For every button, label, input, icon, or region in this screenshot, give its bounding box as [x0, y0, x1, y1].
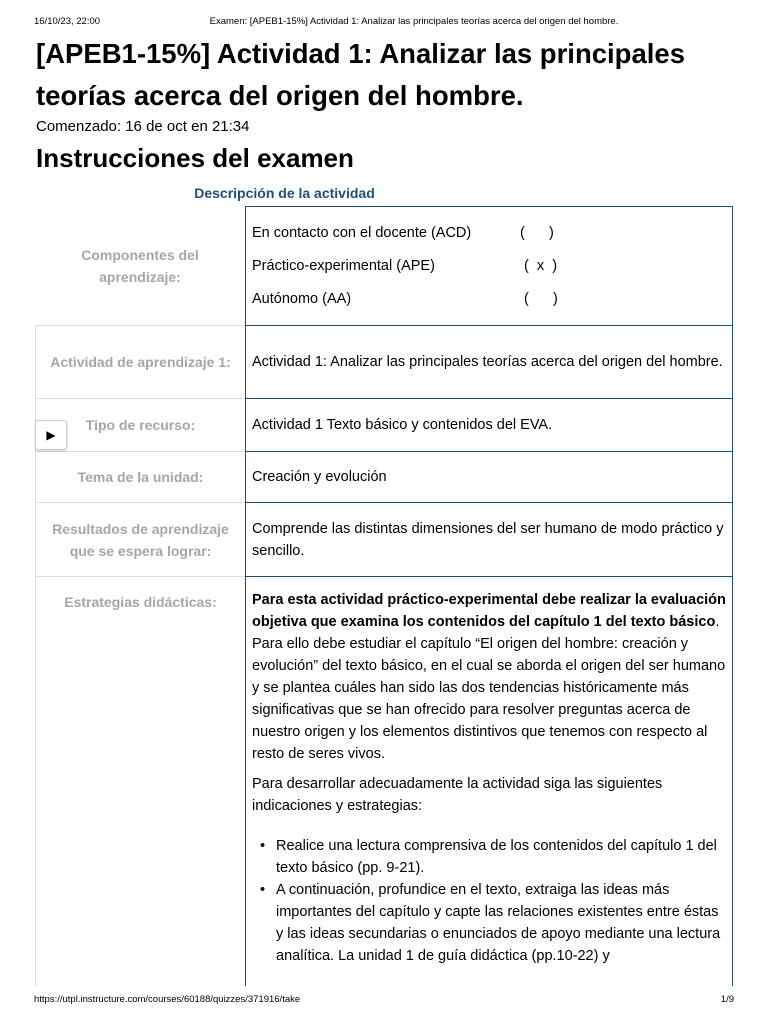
print-footer	[34, 994, 734, 1008]
print-url: https://utpl.instructure.com/courses/60188/quizzes/371916/take	[34, 994, 301, 1005]
table-row-resultados	[35, 502, 733, 576]
componente-mark: ( )	[524, 290, 558, 307]
componente-item	[252, 217, 726, 250]
resultados-value: Comprende las distintas dimensiones del ser humano de modo práctico y sencillo.	[245, 502, 733, 576]
estrategias-list	[252, 835, 726, 967]
componente-mark: ( )	[520, 224, 554, 241]
print-page-number: 1/9	[720, 994, 734, 1005]
componente-name: Práctico-experimental (APE)	[252, 257, 435, 274]
play-icon: ▶	[46, 428, 56, 442]
print-page-title: Examen: [APEB1-15%] Actividad 1: Analizar las principales teorías acerca del origen del hombre.	[209, 16, 619, 27]
tema-label: Tema de la unidad:	[35, 451, 245, 502]
print-datetime: 16/10/23, 22:00	[34, 16, 101, 27]
estrategias-bold-text: Para esta actividad práctico-experimental debe realizar la evaluación objetiva que examina los contenidos del capítulo 1 del texto básico	[252, 592, 726, 630]
componente-item	[252, 283, 726, 316]
activity-description-table	[35, 206, 733, 1024]
list-item: • A continuación, profundice en el texto, extraiga las ideas más importantes del capítulo y capte las relaciones existentes entre éstas y las ideas secundarias o enunciados de apoyo mediante una lectura analítica. La unidad 1 de guía didáctica (pp.10-22) y	[276, 879, 726, 967]
componente-mark: ( x )	[524, 257, 558, 274]
estrategias-paragraph	[252, 589, 726, 765]
estrategias-paragraph: Para desarrollar adecuadamente la actividad siga las siguientes indicaciones y estrategias:	[252, 776, 663, 814]
resultados-label: Resultados de aprendizaje que se espera lograr:	[35, 502, 245, 576]
estrategias-label: Estrategias didácticas:	[35, 576, 245, 986]
componente-name: En contacto con el docente (ACD)	[252, 224, 472, 241]
recurso-label: Tipo de recurso:	[35, 398, 245, 451]
table-row-actividad	[35, 325, 733, 398]
tema-value: Creación y evolución	[245, 451, 733, 502]
componentes-label: Componentes del aprendizaje:	[81, 246, 199, 285]
componente-item	[252, 250, 726, 283]
quiz-started-at: Comenzado: 16 de oct en 21:34	[36, 118, 250, 135]
play-button[interactable]	[35, 420, 67, 450]
quiz-title: [APEB1-15%] Actividad 1: Analizar las principales teorías acerca del origen del hombre.	[36, 38, 686, 111]
print-header	[34, 16, 734, 30]
instructions-heading: Instrucciones del examen	[36, 143, 354, 173]
actividad-value: Actividad 1: Analizar las principales teorías acerca del origen del hombre.	[245, 325, 733, 398]
table-caption: Descripción de la actividad	[194, 185, 375, 201]
estrategias-text: . Para ello debe estudiar el capítulo “El origen del hombre: creación y evolución” del texto básico, en el cual se aborda el origen del ser humano y se plantea cuáles han sido las dos tendencias históricamente más significativas que se han ofrecido para resolver preguntas acerca de nuestro origen y los elementos distintivos que tenemos con respecto al resto de seres vivos.	[252, 614, 726, 762]
list-item: • Realice una lectura comprensiva de los contenidos del capítulo 1 del texto básico (pp. 9-21).	[276, 835, 726, 879]
componente-name: Autónomo (AA)	[252, 290, 352, 307]
table-row-componentes	[35, 206, 733, 325]
componentes-value	[245, 206, 733, 325]
actividad-label: Actividad de aprendizaje 1:	[35, 325, 245, 398]
recurso-value: Actividad 1 Texto básico y contenidos del EVA.	[245, 398, 733, 451]
table-row-tema	[35, 451, 733, 502]
table-row-recurso	[35, 398, 733, 451]
estrategias-value	[245, 576, 733, 986]
table-row-estrategias	[35, 576, 733, 986]
